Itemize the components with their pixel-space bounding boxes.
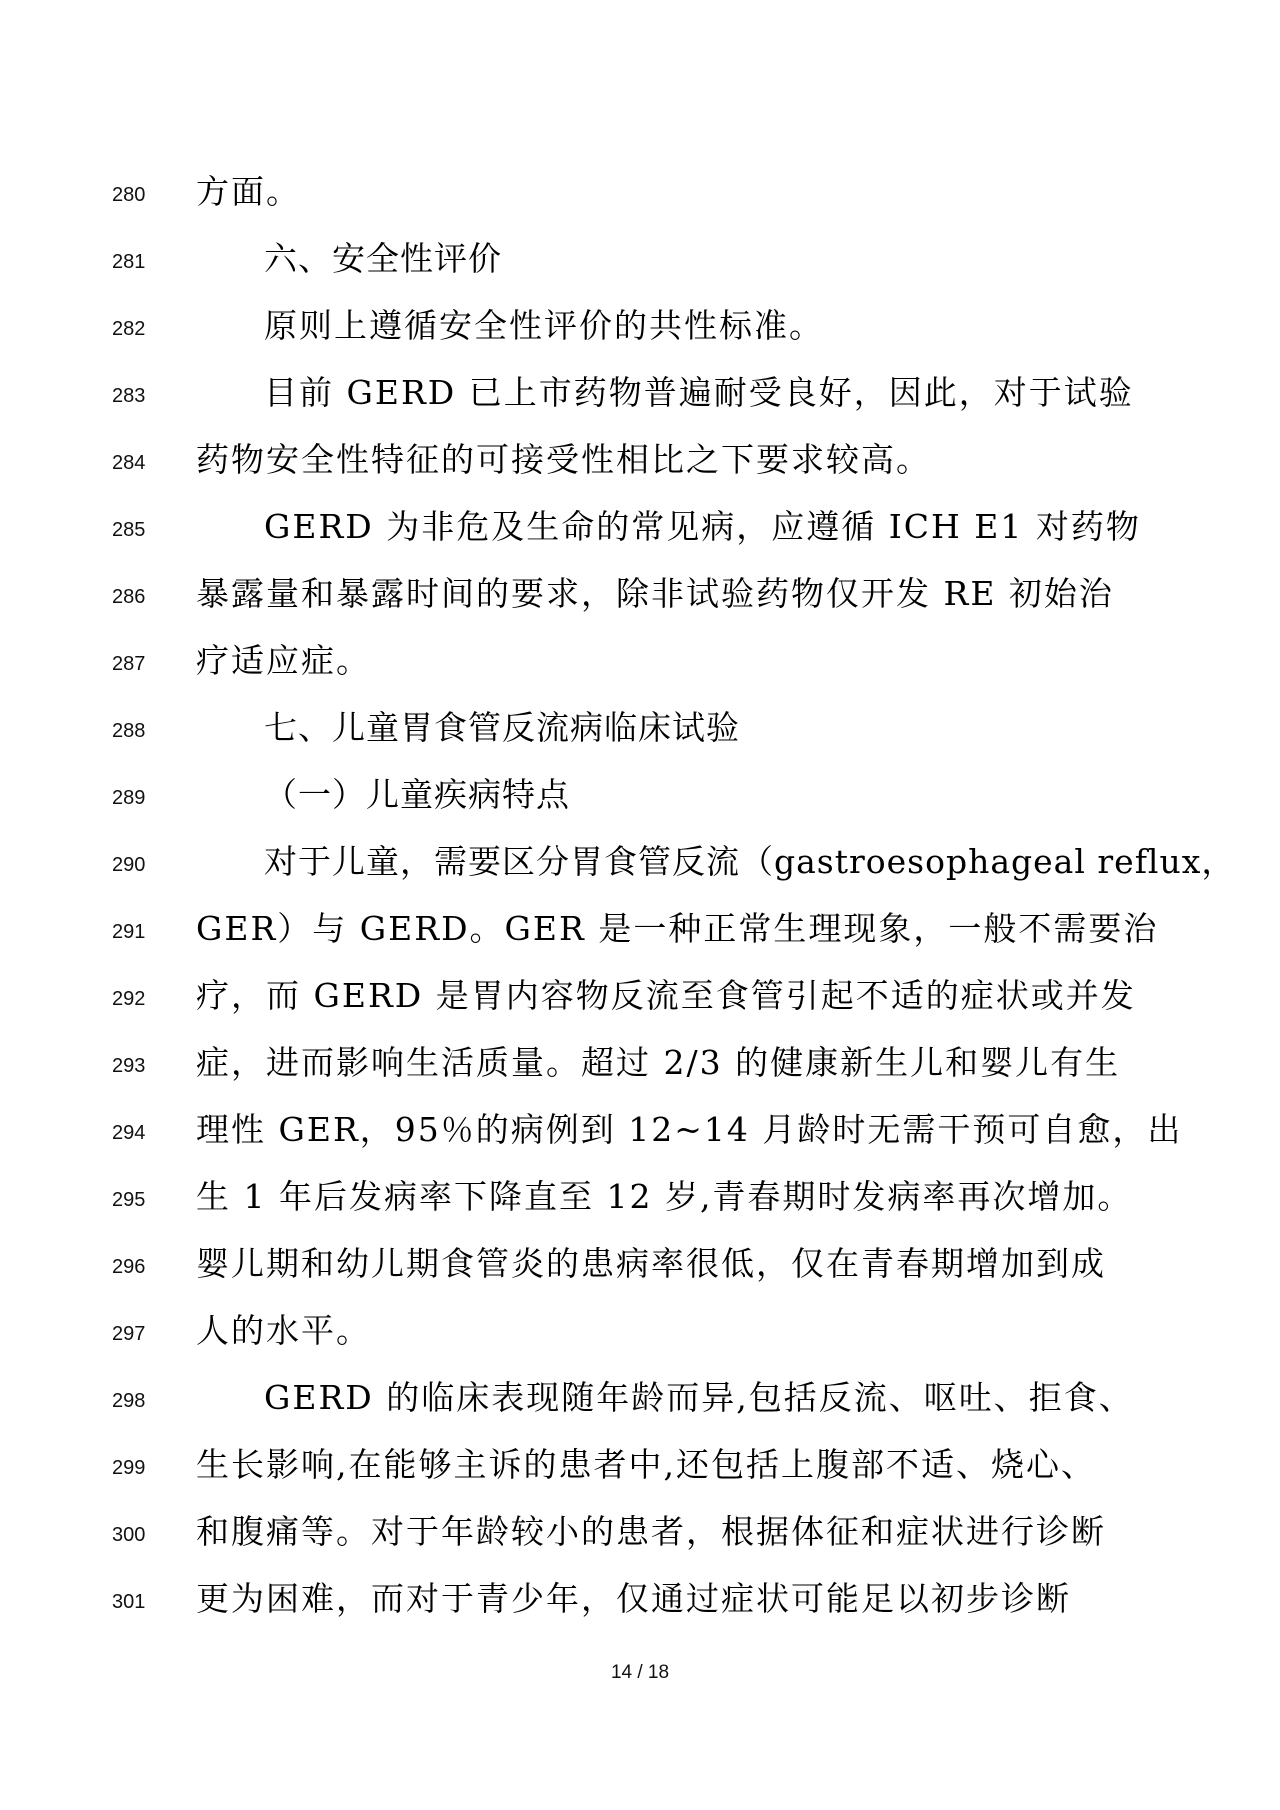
text-line xyxy=(0,363,1280,423)
text-line xyxy=(0,497,1280,557)
line-number: 281 xyxy=(112,251,146,273)
text-line xyxy=(0,966,1280,1026)
line-number: 289 xyxy=(112,787,146,809)
line-number: 299 xyxy=(112,1457,146,1479)
text-line xyxy=(0,229,1280,289)
line-number: 297 xyxy=(112,1323,146,1345)
text-line xyxy=(0,1033,1280,1093)
section-heading: 六、安全性评价 xyxy=(264,239,502,278)
text-line xyxy=(0,765,1280,825)
text-line xyxy=(0,1435,1280,1495)
line-number: 291 xyxy=(112,921,146,943)
line-number: 280 xyxy=(112,184,146,206)
text-line xyxy=(0,899,1280,959)
text-line xyxy=(0,296,1280,356)
text-line xyxy=(0,430,1280,490)
text-line xyxy=(0,1234,1280,1294)
line-number: 283 xyxy=(112,385,146,407)
paragraph-text: GERD 的临床表现随年龄而异,包括反流、呕吐、拒食、 xyxy=(264,1378,1134,1417)
line-number: 293 xyxy=(112,1055,146,1077)
line-number: 298 xyxy=(112,1390,146,1412)
paragraph-text: 方面。 xyxy=(196,172,301,211)
line-number: 295 xyxy=(112,1189,146,1211)
paragraph-text: 暴露量和暴露时间的要求，除非试验药物仅开发 RE 初始治 xyxy=(196,574,1114,613)
paragraph-text: 更为困难，而对于青少年，仅通过症状可能足以初步诊断 xyxy=(196,1579,1071,1618)
paragraph-text: 人的水平。 xyxy=(196,1311,371,1350)
line-number: 290 xyxy=(112,854,146,876)
line-number: 294 xyxy=(112,1122,146,1144)
line-number: 287 xyxy=(112,653,146,675)
text-line xyxy=(0,1368,1280,1428)
paragraph-text: 疗，而 GERD 是胃内容物反流至食管引起不适的症状或并发 xyxy=(196,976,1136,1015)
paragraph-text: 药物安全性特征的可接受性相比之下要求较高。 xyxy=(196,440,931,479)
line-number: 292 xyxy=(112,988,146,1010)
line-number: 282 xyxy=(112,318,146,340)
text-line xyxy=(0,1167,1280,1227)
text-line xyxy=(0,162,1280,222)
line-number: 284 xyxy=(112,452,146,474)
line-number: 301 xyxy=(112,1591,146,1613)
text-line xyxy=(0,1301,1280,1361)
paragraph-text: GER）与 GERD。GER 是一种正常生理现象，一般不需要治 xyxy=(196,909,1159,948)
paragraph-text: 生长影响,在能够主诉的患者中,还包括上腹部不适、烧心、 xyxy=(196,1445,1096,1484)
text-line xyxy=(0,832,1280,892)
paragraph-text: GERD 为非危及生命的常见病，应遵循 ICH E1 对药物 xyxy=(264,507,1141,546)
section-heading: 七、儿童胃食管反流病临床试验 xyxy=(264,708,740,747)
text-line xyxy=(0,1502,1280,1562)
line-number: 288 xyxy=(112,720,146,742)
paragraph-text: 和腹痛等。对于年龄较小的患者，根据体征和症状进行诊断 xyxy=(196,1512,1106,1551)
paragraph-text: 对于儿童，需要区分胃食管反流（gastroesophageal reflux， xyxy=(264,842,1236,881)
page-number-footer: 14 / 18 xyxy=(610,1662,670,1683)
line-number: 300 xyxy=(112,1524,146,1546)
line-number: 296 xyxy=(112,1256,146,1278)
line-number: 285 xyxy=(112,519,146,541)
paragraph-text: 原则上遵循安全性评价的共性标准。 xyxy=(264,306,824,345)
line-number: 286 xyxy=(112,586,146,608)
subsection-heading: （一）儿童疾病特点 xyxy=(264,775,570,814)
paragraph-text: 生 1 年后发病率下降直至 12 岁,青春期时发病率再次增加。 xyxy=(196,1177,1133,1216)
text-line xyxy=(0,1100,1280,1160)
paragraph-text: 理性 GER，95％的病例到 12~14 月龄时无需干预可自愈，出 xyxy=(196,1110,1183,1149)
paragraph-text: 目前 GERD 已上市药物普遍耐受良好，因此，对于试验 xyxy=(264,373,1134,412)
paragraph-text: 症，进而影响生活质量。超过 2/3 的健康新生儿和婴儿有生 xyxy=(196,1043,1121,1082)
text-line xyxy=(0,698,1280,758)
text-line xyxy=(0,1569,1280,1629)
paragraph-text: 疗适应症。 xyxy=(196,641,371,680)
text-line xyxy=(0,564,1280,624)
paragraph-text: 婴儿期和幼儿期食管炎的患病率很低，仅在青春期增加到成 xyxy=(196,1244,1106,1283)
text-line xyxy=(0,631,1280,691)
